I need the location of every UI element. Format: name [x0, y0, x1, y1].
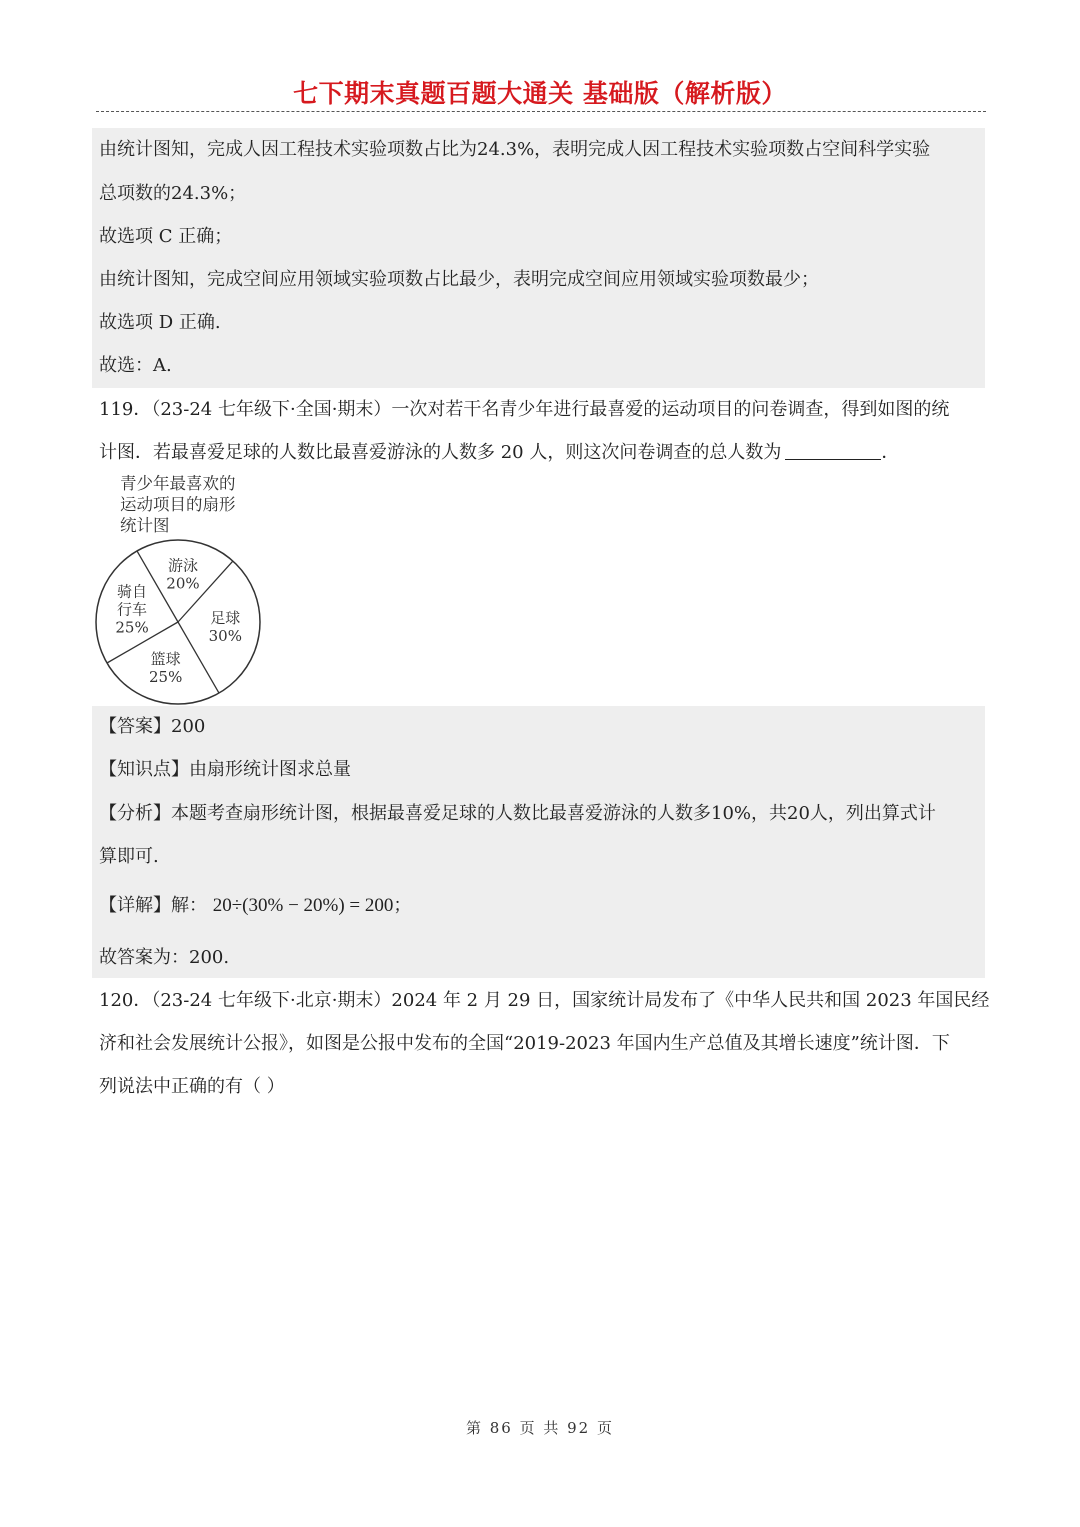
- prev-solution-line: 故选项 D 正确.: [99, 312, 221, 333]
- prev-solution-line: 总项数的24.3%；: [99, 183, 247, 204]
- answer-119-box: [92, 706, 985, 978]
- prev-solution-line: 故选：A.: [99, 355, 172, 376]
- prev-solution-line: 由统计图知，完成人因工程技术实验项数占比为24.3%，表明完成人因工程技术实验项数占空间科学实验: [99, 139, 931, 160]
- detail-formula: 20÷(30% − 20%) = 200: [212, 895, 394, 916]
- pie-slice-label: 骑自: [117, 582, 148, 601]
- answer-blank: [785, 441, 881, 460]
- header-divider: [96, 111, 986, 112]
- analysis-line-2: 算即可.: [99, 846, 159, 867]
- detail-line: [99, 893, 411, 919]
- chart-caption-line: 统计图: [120, 516, 170, 535]
- question-119-text-2-end: ．: [881, 442, 900, 463]
- question-119-text-2: [99, 440, 899, 466]
- page-header-title: 七下期末真题百题大通关 基础版（解析版）: [293, 79, 787, 108]
- chart-caption-line: 运动项目的扇形: [120, 495, 236, 514]
- question-120-text-2: 济和社会发展统计公报》，如图是公报中发布的全国“2019-2023 年国内生产总值及其增长速度”统计图．下: [99, 1033, 950, 1054]
- question-120-text: 120．（23-24 七年级下·北京·期末）2024 年 2 月 29 日，国家统计局发布了《中华人民共和国 2023 年国民经: [99, 990, 990, 1011]
- detail-end: ；: [393, 895, 412, 916]
- chart-caption-line: 青少年最喜欢的: [120, 474, 236, 493]
- answer-line: 【答案】200: [99, 716, 206, 737]
- pie-slice-percent: 30%: [208, 626, 242, 645]
- pie-slice-label: 篮球: [150, 649, 181, 668]
- question-120-text-3: 列说法中正确的有（ ）: [99, 1076, 285, 1097]
- prev-solution-box: [92, 128, 985, 388]
- pie-chart: [94, 538, 266, 708]
- pie-slice-percent: 25%: [115, 618, 149, 637]
- question-119-text: 119．（23-24 七年级下·全国·期末）一次对若干名青少年进行最喜爱的运动项目的问卷调查，得到如图的统: [99, 399, 950, 420]
- pie-chart-caption: [120, 473, 236, 536]
- prev-solution-line: 故选项 C 正确；: [99, 226, 233, 247]
- analysis-line: 【分析】本题考查扇形统计图，根据最喜爱足球的人数比最喜爱游泳的人数多10%，共20人，列出算式计: [99, 803, 936, 824]
- prev-solution-line: 由统计图知，完成空间应用领域实验项数占比最少，表明完成空间应用领域实验项数最少；: [99, 269, 819, 290]
- question-119-text-2-body: 计图．若最喜爱足球的人数比最喜爱游泳的人数多 20 人，则这次问卷调查的总人数为: [99, 442, 782, 463]
- pie-slice-label: 足球: [210, 608, 241, 627]
- detail-label: 【详解】解：: [99, 895, 207, 916]
- knowledge-point-line: 【知识点】由扇形统计图求总量: [99, 759, 351, 780]
- final-answer-line: 故答案为：200.: [99, 947, 230, 968]
- page-footer: 第 86 页 共 92 页: [465, 1419, 614, 1437]
- pie-slice-label: 游泳: [167, 556, 198, 575]
- pie-slice-label: 行车: [117, 600, 148, 619]
- pie-slice-percent: 20%: [166, 574, 200, 593]
- pie-slice-percent: 25%: [149, 667, 183, 686]
